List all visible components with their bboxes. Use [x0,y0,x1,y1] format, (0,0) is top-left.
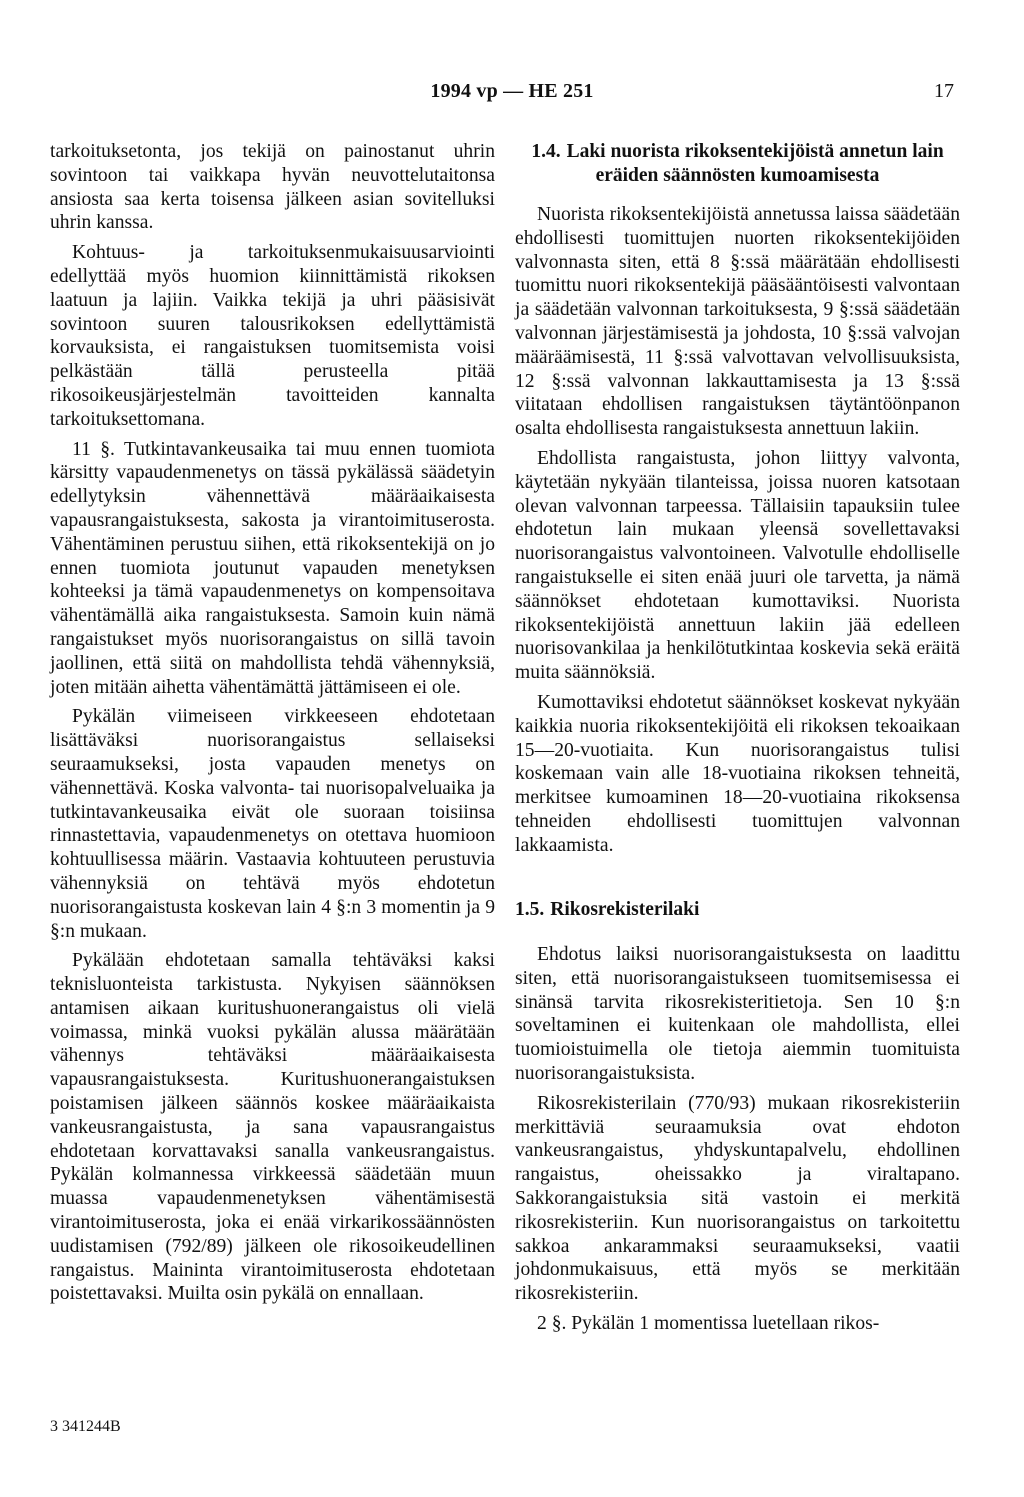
section-heading-1-5 [515,898,960,922]
section-number: 1.5. [515,898,545,920]
page-number: 17 [934,80,954,102]
left-column [50,140,495,1312]
section-title: Laki nuorista rikoksentekijöistä annetun lain eräiden säännösten kumoamisesta [566,141,944,186]
section-number: 1.4. [531,141,561,162]
page-header [0,80,1024,110]
paragraph: Nuorista rikoksentekijöistä annetussa laissa säädetään ehdollisesti tuomittujen nuorten rikoksentekijöiden valvonnasta siten, että 8 §:ssä määrätään ehdollisesti tuomittu nuori rikoksentekijä pääsääntöisesti valvontaan ja säädetään valvonnan tarkoituksesta, 9 §:ssä säädetään valvonnan järjestämisestä ja johdosta, 10 §:ssä valvojan määräämisestä, 11 §:ssä valvottavan velvollisuuksista, 12 §:ssä valvonnan lakkauttamisesta ja 13 §:ssä viitataan ehdollisen rangaistuksen täytäntöönpanon osalta ehdollisesta rangaistuksesta annettuun lakiin. [515,204,960,440]
paragraph: Kumottaviksi ehdotetut säännökset koskevat nykyään kaikkia nuoria rikoksentekijöitä eli rikoksen tekoaikaan 15—20-vuotiaita. Kun nuorisorangaistus tulisi koskemaan vain alle 18-vuotiaina rikoksen tehneitä, merkitsee kumoaminen 18—20-vuotiaina rikoksensa tehneiden ehdollisesti tuomittujen valvonnan lakkaamista. [515,691,960,856]
paragraph: tarkoituksetonta, jos tekijä on painostanut uhrin sovintoon tai vaikkapa hyvän neuvottelutaitonsa ansiosta saa kerta toisensa jälkeen asian sovitelluksi uhrin kanssa. [50,141,495,234]
section-heading-1-4 [515,140,960,187]
document-title: 1994 vp — HE 251 [430,80,594,102]
paragraph: 11 §. Tutkintavankeusaika tai muu ennen tuomiota kärsitty vapaudenmenetys on tässä pykälässä säädetyin edellytyksin vähennettävä määräaikaisesta vapausrangaistuksesta, sakosta ja virantoimituserosta. Vähentäminen perustuu siihen, että rikoksentekijä on jo ennen tuomiota joutunut vapauden menetyksen kohteeksi ja tämä vapaudenmenetys on kompensoitava vähentämällä aika rangaistuksesta. Samoin kuin nämä rangaistukset myös nuorisorangaistus on sillä tavoin jaollinen, että siitä on mahdollista tehdä vähennyksiä, joten mitään aihetta vähentämättä jättämiseen ei ole. [50,438,495,698]
paragraph: Pykälän viimeiseen virkkeeseen ehdotetaan lisättäväksi nuorisorangaistus sellaiseksi seuraamukseksi, josta vapauden menetys on vähennettävä. Koska valvonta- tai nuorisopalveluaika ja tutkintavankeusaika eivät ole suoraan toisiinsa rinnastettavia, vapaudenmenetys on otettava huomioon kohtuullisessa määrin. Vastaavia kohtuuteen perustuvia vähennyksiä on tehtävä myös ehdotetun nuorisorangaistusta koskevan lain 4 §:n 3 momentin ja 9 §:n mukaan. [50,706,495,942]
paragraph: Rikosrekisterilain (770/93) mukaan rikosrekisteriin merkittäviä seuraamuksia ovat ehdoton vankeusrangaistus, yhdyskuntapalvelu, ehdollinen rangaistus, oheissakko ja viraltapano. Sakkorangaistuksia sitä vastoin ei merkitä rikosrekisteriin. Kun nuorisorangaistus on tarkoitettu sakkoa ankarammaksi seuraamukseksi, vaatii johdonmukaisuus, että myös se merkitään rikosrekisteriin. [515,1092,960,1305]
paragraph: Pykälään ehdotetaan samalla tehtäväksi kaksi teknisluonteista tarkistusta. Nykyisen säännöksen antamisen aikaan kuritushuonerangaistus oli vielä voimassa, minkä vuoksi pykälän alussa määrätään vähennys tehtäväksi määräaikaisesta vapausrangaistuksesta. Kuritushuonerangaistuksen poistamisen jälkeen säännös koskee määräaikaista vankeusrangaistusta, ja sana vapausrangaistus ehdotetaan korvattavaksi sanalla vankeusrangaistus. Pykälän kolmannessa virkkeessä säädetään muun muassa vapaudenmenetyksen vähentämisestä virantoimituserosta, joka ei enää virkarikossäännösten uudistamisen (792/89) jälkeen ole rikosoikeudellinen rangaistus. Maininta virantoimituserosta ehdotetaan poistettavaksi. Muilta osin pykälä on ennallaan. [50,950,495,1305]
paragraph: Ehdollista rangaistusta, johon liittyy valvonta, käytetään nykyään tilanteissa, joissa nuoren katsotaan olevan valvonnan tarpeessa. Tällaisiin tapauksiin tulee ehdotetun lain mukaan yleensä sovellettavaksi nuorisorangaistus valvontoineen. Valvotulle ehdolliselle rangaistukselle ei siten enää juuri ole tarvetta, ja nämä säännökset ehdotetaan kumottaviksi. Nuorista rikoksentekijöistä annettuun lakiin jää edelleen nuorisovankilaa ja henkilötutkintaa koskevia sekä eräitä muita säännöksiä. [515,447,960,684]
paragraph: Kohtuus- ja tarkoituksenmukaisuusarviointi edellyttää myös huomion kiinnittämistä rikoksen laatuun ja lajiin. Vaikka tekijä ja uhri pääsisivät sovintoon suuren talousrikoksen edellyttämistä korvauksista, ei rangaistuksen tuomitsemista voisi pelkästään tällä perusteella pitää rikosoikeusjärjestelmän tavoitteiden kannalta tarkoituksettomana. [50,242,495,430]
paragraph: 2 §. Pykälän 1 momentissa luetellaan rikos- [537,1312,880,1334]
page-footer-code: 3 341244B [50,1418,121,1435]
right-column [515,140,960,1342]
section-title: Rikosrekisterilaki [550,898,700,920]
paragraph: Ehdotus laiksi nuorisorangaistuksesta on laadittu siten, että nuorisorangaistukseen tuomitsemisessa ei sinänsä tarvita rikosrekisteritietoja. Sen 10 §:n soveltaminen ei kuitenkaan ole mahdollista, ellei tuomioistuimella ole tietoja aiemmin tuomituista nuorisorangaistuksista. [515,944,960,1084]
